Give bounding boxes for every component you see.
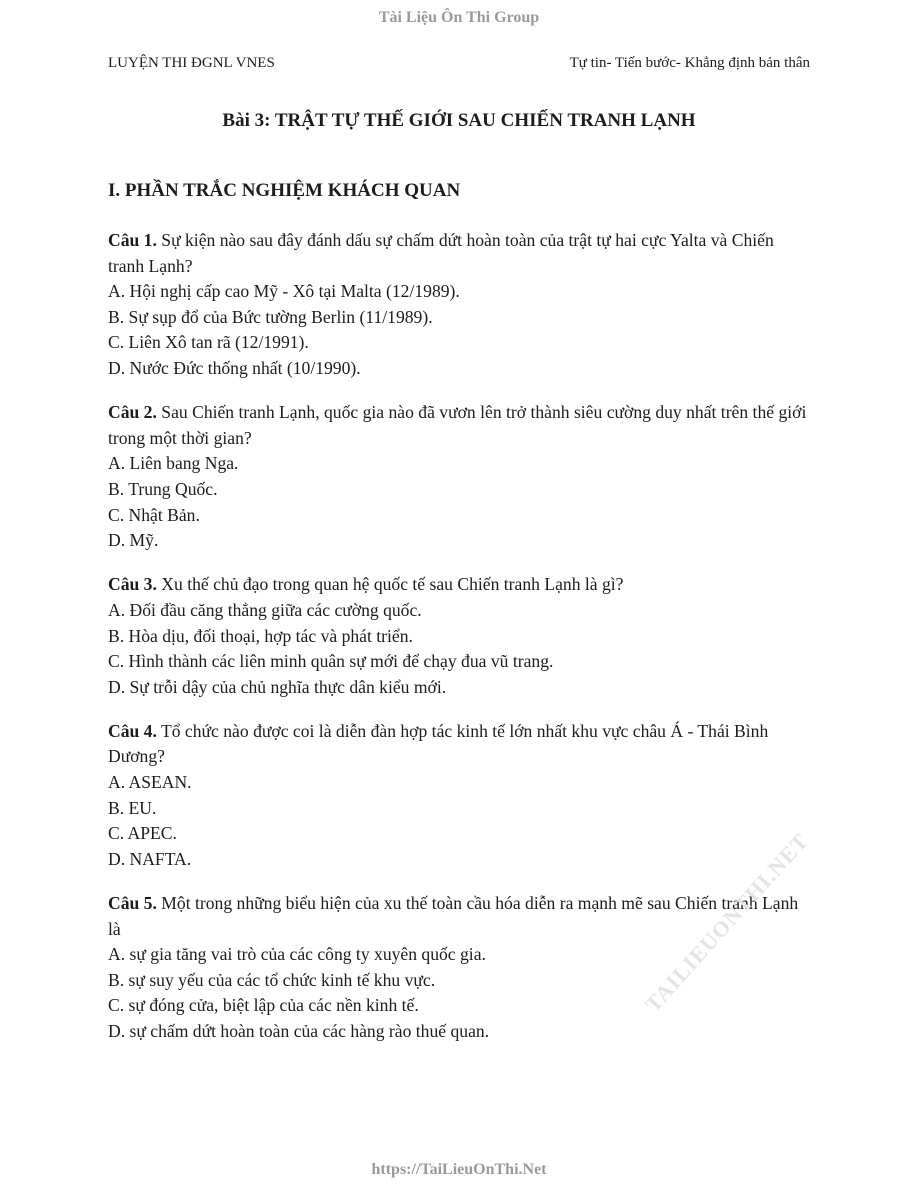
section-title: I. PHẦN TRẮC NGHIỆM KHÁCH QUAN bbox=[108, 180, 461, 201]
option-a: A. Hội nghị cấp cao Mỹ - Xô tại Malta (12/1989). bbox=[108, 281, 460, 302]
option-b: B. EU. bbox=[108, 797, 157, 818]
question-3 bbox=[108, 572, 808, 700]
header-left: LUYỆN THI ĐGNL VNES bbox=[108, 55, 275, 71]
question-4 bbox=[108, 719, 808, 873]
question-text: Xu thế chủ đạo trong quan hệ quốc tế sau Chiến tranh Lạnh là gì? bbox=[156, 574, 624, 595]
question-stem bbox=[108, 572, 808, 598]
question-1 bbox=[108, 228, 808, 382]
option-d: D. Sự trỗi dậy của chủ nghĩa thực dân kiểu mới. bbox=[108, 676, 447, 697]
option-c: C. sự đóng cửa, biệt lập của các nền kinh tế. bbox=[108, 995, 419, 1016]
footer-url[interactable]: https://TaiLieuOnThi.Net bbox=[371, 1161, 547, 1178]
option-a: A. Đối đầu căng thẳng giữa các cường quốc. bbox=[108, 599, 422, 620]
header-right: Tự tin- Tiến bước- Khẳng định bản thân bbox=[569, 55, 810, 71]
question-label: Câu 5. bbox=[108, 893, 157, 914]
lesson-title: Bài 3: TRẬT TỰ THẾ GIỚI SAU CHIẾN TRANH LẠNH bbox=[222, 110, 696, 131]
option-c: C. Hình thành các liên minh quân sự mới để chạy đua vũ trang. bbox=[108, 651, 554, 672]
watermark: TAILIEUONTHI.NET bbox=[640, 828, 814, 1017]
option-d: D. Mỹ. bbox=[108, 530, 159, 551]
question-label: Câu 3. bbox=[108, 574, 157, 595]
question-2 bbox=[108, 400, 808, 554]
question-label: Câu 2. bbox=[108, 402, 157, 423]
question-label: Câu 1. bbox=[108, 230, 157, 250]
option-c: C. Liên Xô tan rã (12/1991). bbox=[108, 332, 309, 353]
option-c: C. Nhật Bản. bbox=[108, 504, 200, 525]
question-label: Câu 4. bbox=[108, 720, 157, 741]
option-a: A. sự gia tăng vai trò của các công ty xuyên quốc gia. bbox=[108, 944, 486, 965]
option-a: A. ASEAN. bbox=[108, 772, 192, 793]
option-c: C. APEC. bbox=[108, 823, 177, 844]
option-b: B. Hòa dịu, đối thoại, hợp tác và phát triển. bbox=[108, 625, 413, 646]
option-d: D. Nước Đức thống nhất (10/1990). bbox=[108, 357, 361, 378]
top-banner: Tài Liệu Ôn Thi Group bbox=[378, 9, 540, 26]
option-b: B. sự suy yếu của các tổ chức kinh tế khu vực. bbox=[108, 969, 436, 990]
option-d: D. NAFTA. bbox=[108, 848, 192, 869]
question-text: Tổ chức nào được coi là diễn đàn hợp tác kinh tế lớn nhất khu vực châu Á - Thái Bình Dương? bbox=[108, 720, 769, 767]
option-a: A. Liên bang Nga. bbox=[108, 453, 239, 474]
question-text: Sau Chiến tranh Lạnh, quốc gia nào đã vươn lên trở thành siêu cường duy nhất trên thế giới trong một thời gian? bbox=[108, 402, 807, 448]
option-b: B. Sự sụp đổ của Bức tường Berlin (11/1989). bbox=[108, 306, 433, 327]
question-stem bbox=[108, 400, 808, 451]
question-stem bbox=[108, 719, 808, 770]
question-stem bbox=[108, 228, 808, 279]
question-text: Một trong những biểu hiện của xu thế toàn cầu hóa diễn ra mạnh mẽ sau Chiến tranh Lạnh là bbox=[108, 893, 799, 939]
option-d: D. sự chấm dứt hoàn toàn của các hàng rào thuế quan. bbox=[108, 1021, 490, 1041]
option-b: B. Trung Quốc. bbox=[108, 478, 218, 499]
question-text: Sự kiện nào sau đây đánh dấu sự chấm dứt hoàn toàn của trật tự hai cực Yalta và Chiến tranh Lạnh? bbox=[108, 230, 774, 276]
